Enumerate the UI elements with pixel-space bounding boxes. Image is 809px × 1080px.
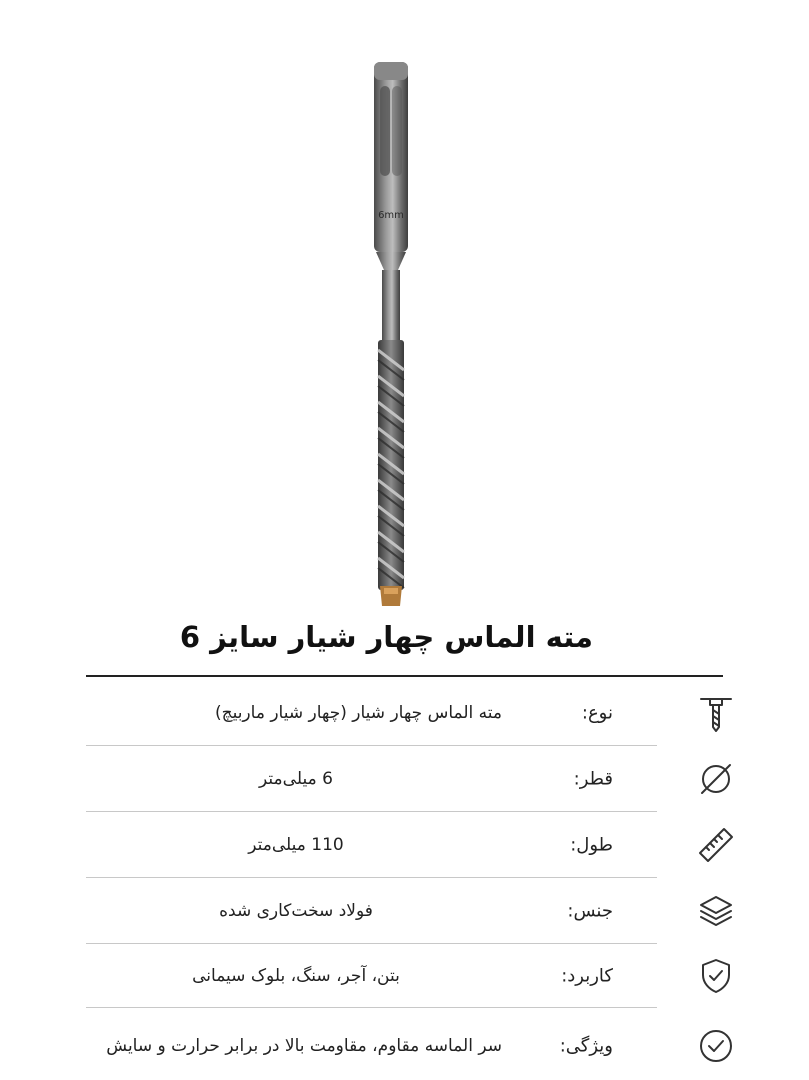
drill-bit-icon [696, 693, 736, 733]
spec-row-material [86, 878, 736, 944]
spec-label: جنس: [567, 900, 613, 922]
spec-row-length [86, 812, 736, 878]
spec-row-feature [86, 1012, 736, 1080]
spec-value: فولاد سخت‌کاری شده [219, 901, 373, 921]
spec-value: بتن، آجر، سنگ، بلوک سیمانی [192, 966, 400, 986]
spec-value: 6 میلی‌متر [259, 769, 333, 789]
diameter-icon [696, 759, 736, 799]
shank-engraving: 6mm [378, 210, 404, 221]
row-divider [86, 1007, 657, 1008]
ruler-icon [696, 825, 736, 865]
shield-check-icon [696, 956, 736, 996]
spec-value: مته الماس چهار شیار (چهار شیار ماربیچ) [214, 703, 502, 723]
spec-value: 110 میلی‌متر [248, 835, 344, 855]
spec-label: کاربرد: [561, 965, 613, 987]
spec-row-type [86, 680, 736, 746]
spec-label: طول: [570, 834, 613, 856]
spec-value: سر الماسه مقاوم، مقاومت بالا در برابر حرارت و سایش [106, 1036, 502, 1056]
spec-row-diameter [86, 746, 736, 812]
spec-row-application [86, 944, 736, 1008]
spec-label: نوع: [581, 702, 613, 724]
layers-icon [696, 891, 736, 931]
spec-label: قطر: [573, 768, 613, 790]
product-title: مته الماس چهار شیار سایز 6 [179, 620, 593, 654]
spec-label: ویژگی: [559, 1035, 613, 1057]
check-circle-icon [696, 1026, 736, 1066]
